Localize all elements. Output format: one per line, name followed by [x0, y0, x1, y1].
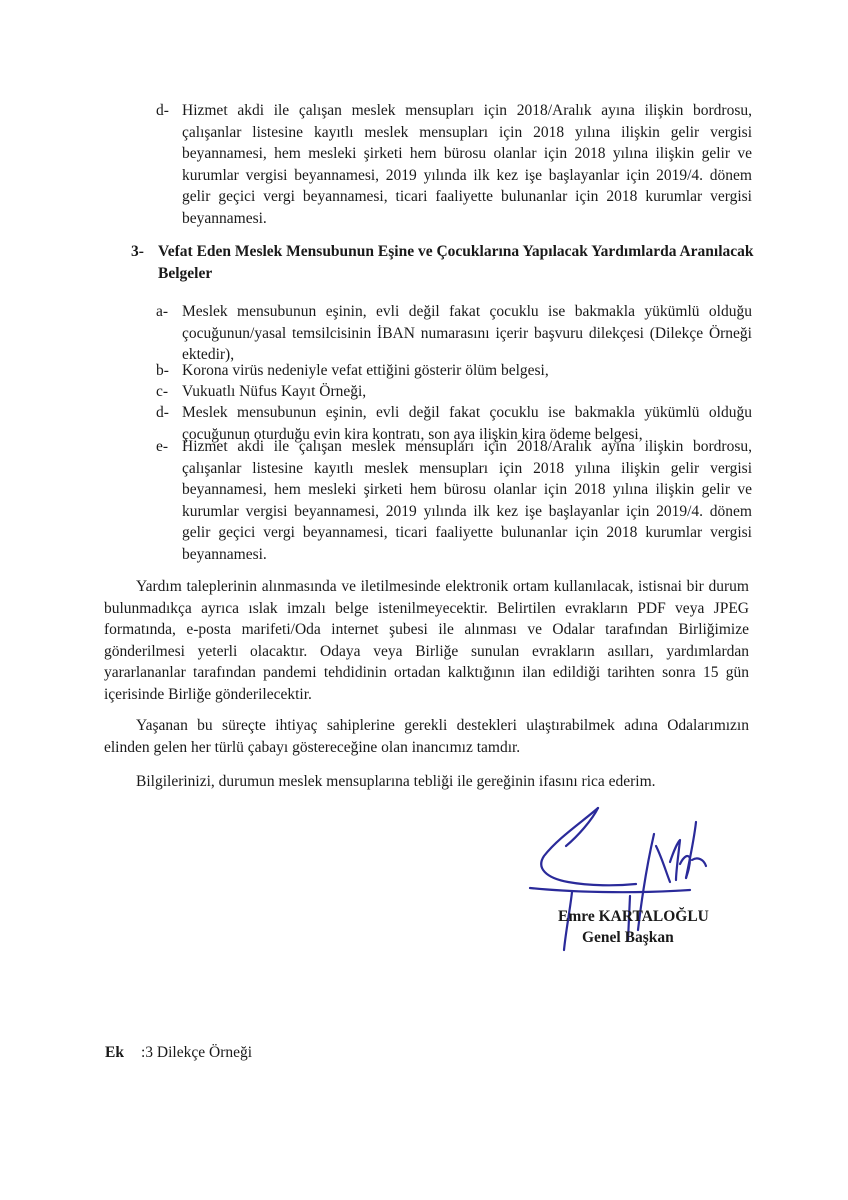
list-marker: b- — [156, 362, 169, 379]
list-item-text: Korona virüs nedeniyle vefat ettiğini gösterir ölüm belgesi, — [182, 362, 549, 379]
signatory-name: Emre KARTALOĞLU — [558, 908, 709, 925]
body-paragraph-1: Yardım taleplerinin alınmasında ve iletilmesinde elektronik ortam kullanılacak, istisnai bir durum bulunmadıkça ayrıca ıslak imzalı belge istenilmeyecektir. Belirtilen evrakların PDF veya JPEG formatında, e-posta marifeti/Oda internet şubesi ile alınması ve Odalar tarafından Birliğimize gönderilmesi yeterli olacaktır. Odaya veya Birliğe sunulan evrakların asılları, yardımlardan yararlananlar tarafından pandemi tehdidinin ortadan kalktığının ilan edildiği tarihten sonra 15 gün içerisinde Birliğe gönderilecektir. — [104, 578, 749, 703]
list-item-text: Hizmet akdi ile çalışan meslek mensupları için 2018/Aralık ayına ilişkin bordrosu, çalışanlar listesine kayıtlı meslek mensupları için 2018 yılına ilişkin gelir vergisi beyannamesi, hem mesleki şirketi hem bürosu olanlar için 2018 yılına ilişkin gelir ve kurumlar vergisi beyannamesi, 2019 yılında ilk kez işe başlayanlar için 2019/4. dönem gelir geçici vergi beyannamesi, ticari faaliyette bulunanlar için 2018 kurumlar vergisi beyannamesi. — [182, 102, 752, 227]
list-marker: c- — [156, 383, 169, 400]
list-marker: e- — [156, 438, 169, 455]
body-paragraph-2: Yaşanan bu süreçte ihtiyaç sahiplerine gerekli destekleri ulaştırabilmek adına Odalarımızın elinden gelen her türlü çabayı göstereceğine olan inancımız tamdır. — [104, 717, 749, 756]
list-item-text: Hizmet akdi ile çalışan meslek mensupları için 2018/Aralık ayına ilişkin bordrosu, çalışanlar listesine kayıtlı meslek mensupları için 2018 yılına ilişkin gelir vergisi beyannamesi, hem mesleki şirketi hem bürosu olanlar için 2018 yılına ilişkin gelir ve kurumlar vergisi beyannamesi, 2019 yılında ilk kez işe başlayanlar için 2019/4. dönem gelir geçici vergi beyannamesi, ticari faaliyette bulunanlar için 2018 kurumlar vergisi beyannamesi. — [182, 438, 752, 563]
section-number: 3- — [131, 243, 144, 260]
signatory-title: Genel Başkan — [582, 929, 674, 946]
attachment-value: :3 Dilekçe Örneği — [141, 1044, 253, 1061]
attachment-line — [105, 1043, 252, 1063]
section-title: Vefat Eden Meslek Mensubunun Eşine ve Çocuklarına Yapılacak Yardımlarda Aranılacak Belgeler — [158, 243, 754, 282]
list-marker: a- — [156, 303, 169, 320]
attachment-label: Ek — [105, 1044, 124, 1061]
list-item-text: Meslek mensubunun eşinin, evli değil fakat çocuklu ise bakmakla yükümlü olduğu çocuğunun oturduğu evin kira kontratı, son aya ilişkin kira ödeme belgesi, — [182, 404, 752, 443]
list-item-text: Meslek mensubunun eşinin, evli değil fakat çocuklu ise bakmakla yükümlü olduğu çocuğunun/yasal temsilcisinin İBAN numarasını içerir başvuru dilekçesi (Dilekçe Örneği ektedir), — [182, 303, 752, 364]
body-paragraph-3: Bilgilerinizi, durumun meslek mensuplarına tebliği ile gereğinin ifasını rica ederim. — [136, 773, 656, 790]
list-marker: d- — [156, 404, 169, 421]
list-item-text: Vukuatlı Nüfus Kayıt Örneği, — [182, 383, 367, 400]
list-marker: d- — [156, 102, 169, 119]
